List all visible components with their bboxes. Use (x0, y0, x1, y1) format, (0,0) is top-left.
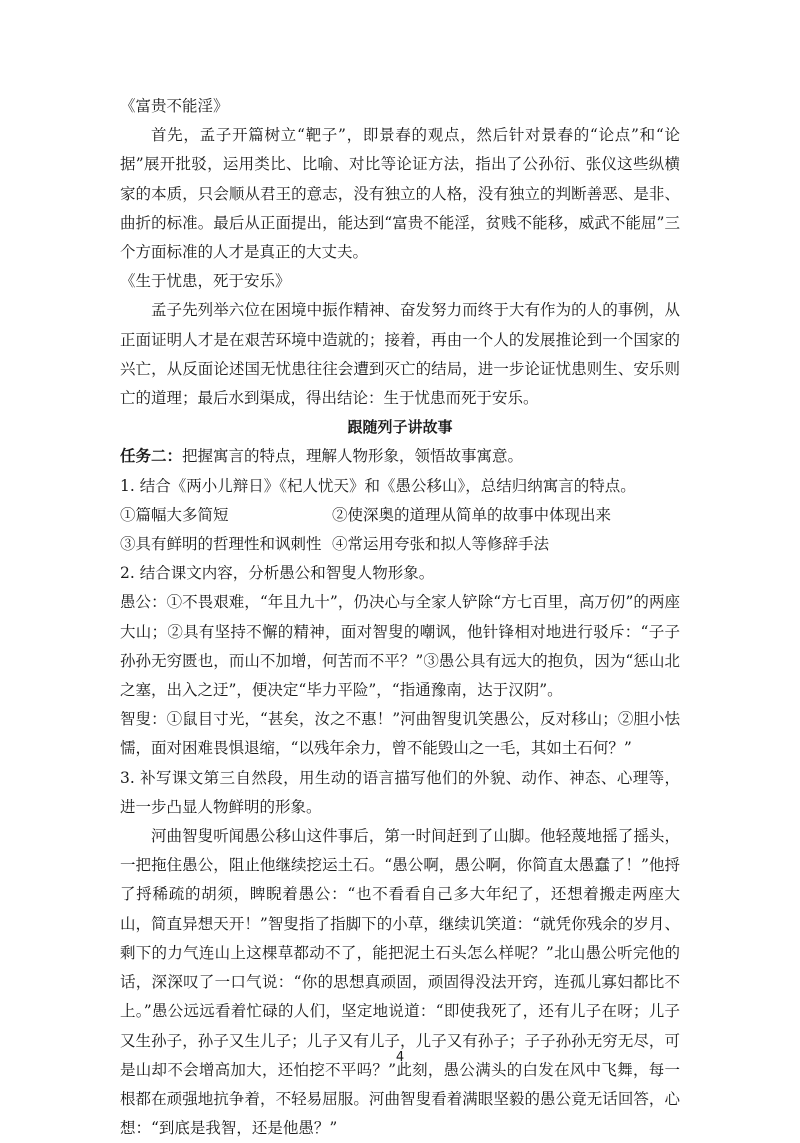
task-line (120, 442, 680, 471)
question-1: 1. 结合《两小儿辩日》《杞人忧天》和《愚公移山》，总结归纳寓言的特点。 (120, 476, 636, 495)
task-text: 把握寓言的特点，理解人物形象，领悟故事寓意。 (182, 447, 524, 466)
yugong-analysis: 愚公：①不畏艰难，“年且九十”，仍决心与全家人铲除“方七百里，高万仞”的两座大山；②具有坚持不懈的精神，面对智叟的嘲讽，他针锋相对地进行驳斥：“子子孙孙无穷匮也，而山不加增，何苦而不平？”③愚公具有远大的抱负，因为“惩山北之塞，出入之迂”，便决定“毕力平险”，“指通豫南，达于汉阴”。 (120, 593, 680, 700)
story-paragraph: 河曲智叟听闻愚公移山这件事后，第一时间赶到了山脚。他轻蔑地摇了摇头，一把拖住愚公，阻止他继续挖运土石。“愚公啊，愚公啊，你简直太愚蠢了！”他捋了捋稀疏的胡须，睥睨着愚公：“也不看看自己多大年纪了，还想着搬走两座大山，简直异想天开！”智叟指了指脚下的小草，继续讥笑道：“就凭你残余的岁月、剩下的力气连山上这棵草都动不了，能把泥土石头怎么样呢？”北山愚公听完他的话，深深叹了一口气说：“你的思想真顽固，顽固得没法开窍，连孤儿寡妇都比不上。”愚公远远看着忙碌的人们，坚定地说道：“即使我死了，还有儿子在呀；儿子又生孙子，孙子又生儿子；儿子又有儿子，儿子又有孙子；子子孙孙无穷无尽，可是山却不会增高加大，还怕挖不平吗？”此刻，愚公满头的白发在风中飞舞，每一根都在顽强地抗争着，不轻易屈服。河曲智叟看着满眼坚毅的愚公竟无话回答，心想：“到底是我智，还是他愚？” (120, 827, 680, 1138)
feature-row-2 (120, 530, 680, 559)
task-label: 任务二： (120, 447, 183, 466)
feature-point: ①篇幅大多简短 (120, 505, 229, 524)
feature-point: ②使深奥的道理从简单的故事中体现出来 (332, 505, 612, 524)
question-3: 3. 补写课文第三自然段，用生动的语言描写他们的外貌、动作、神态、心理等，进一步凸显人物鲜明的形象。 (120, 768, 680, 816)
feature-point: ③具有鲜明的哲理性和讽刺性 (120, 535, 322, 554)
section-title-fugui: 《富贵不能淫》 (120, 97, 229, 115)
question-2: 2. 结合课文内容，分析愚公和智叟人物形象。 (120, 564, 435, 583)
section-paragraph-shengyu: 孟子先列举六位在困境中振作精神、奋发努力而终于大有作为的人的事例，从正面证明人才是在艰苦环境中造就的；接着，再由一个人的发展推论到一个国家的兴亡，从反面论述国无忧患往往会遭到灭亡的结局，进一步论证忧患则生、安乐则亡的道理；最后水到渠成，得出结论：生于忧患而死于安乐。 (120, 301, 680, 408)
page-number: 4 (395, 1050, 405, 1065)
feature-point: ④常运用夸张和拟人等修辞手法 (332, 535, 550, 554)
page-content (120, 92, 680, 1143)
feature-row-1 (120, 501, 680, 530)
section-heading: 跟随列子讲故事 (347, 418, 453, 437)
section-title-shengyu: 《生于忧患，死于安乐》 (120, 272, 291, 291)
zhisou-analysis: 智叟：①鼠目寸光，“甚矣，汝之不惠！”河曲智叟讥笑愚公，反对移山；②胆小怯懦，面对困难畏惧退缩，“以残年余力，曾不能毁山之一毛，其如土石何？” (120, 710, 680, 758)
section-paragraph-fugui: 首先，孟子开篇树立“靶子”，即景春的观点，然后针对景春的“论点”和“论据”展开批驳，运用类比、比喻、对比等论证方法，指出了公孙衍、张仪这些纵横家的本质，只会顺从君王的意志，没有独立的人格，没有独立的判断善恶、是非、曲折的标准。最后从正面提出，能达到“富贵不能淫，贫贱不能移，威武不能屈”三个方面标准的人才是真正的大丈夫。 (120, 126, 680, 262)
